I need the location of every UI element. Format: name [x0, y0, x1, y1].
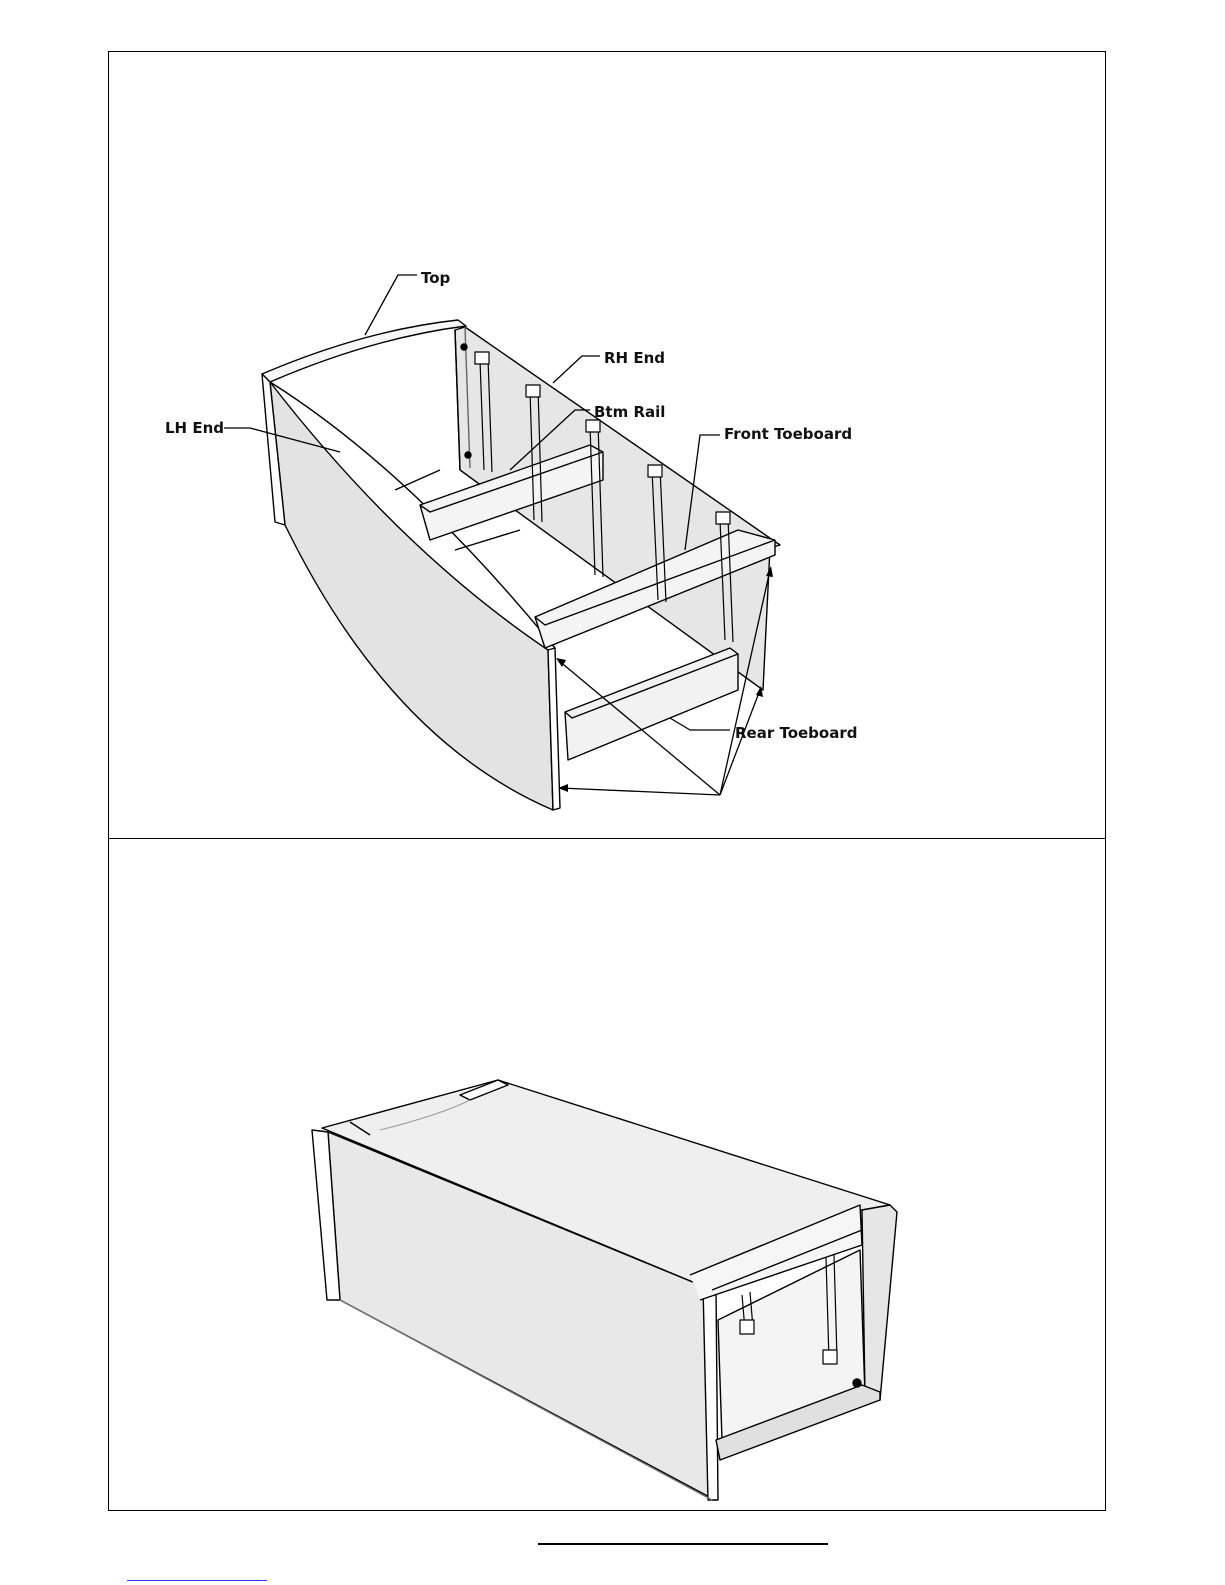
- label-lh-end: LH End: [165, 419, 224, 437]
- label-front-toeboard: Front Toeboard: [724, 425, 853, 443]
- label-btm-rail: Btm Rail: [594, 403, 666, 421]
- label-top: Top: [421, 269, 451, 287]
- footer-rule: [538, 1543, 828, 1545]
- assembled-rh-end: [862, 1205, 897, 1400]
- label-rear-toeboard: Rear Toeboard: [735, 724, 858, 742]
- footer-link-underline: [127, 1580, 267, 1581]
- label-rh-end: RH End: [604, 349, 665, 367]
